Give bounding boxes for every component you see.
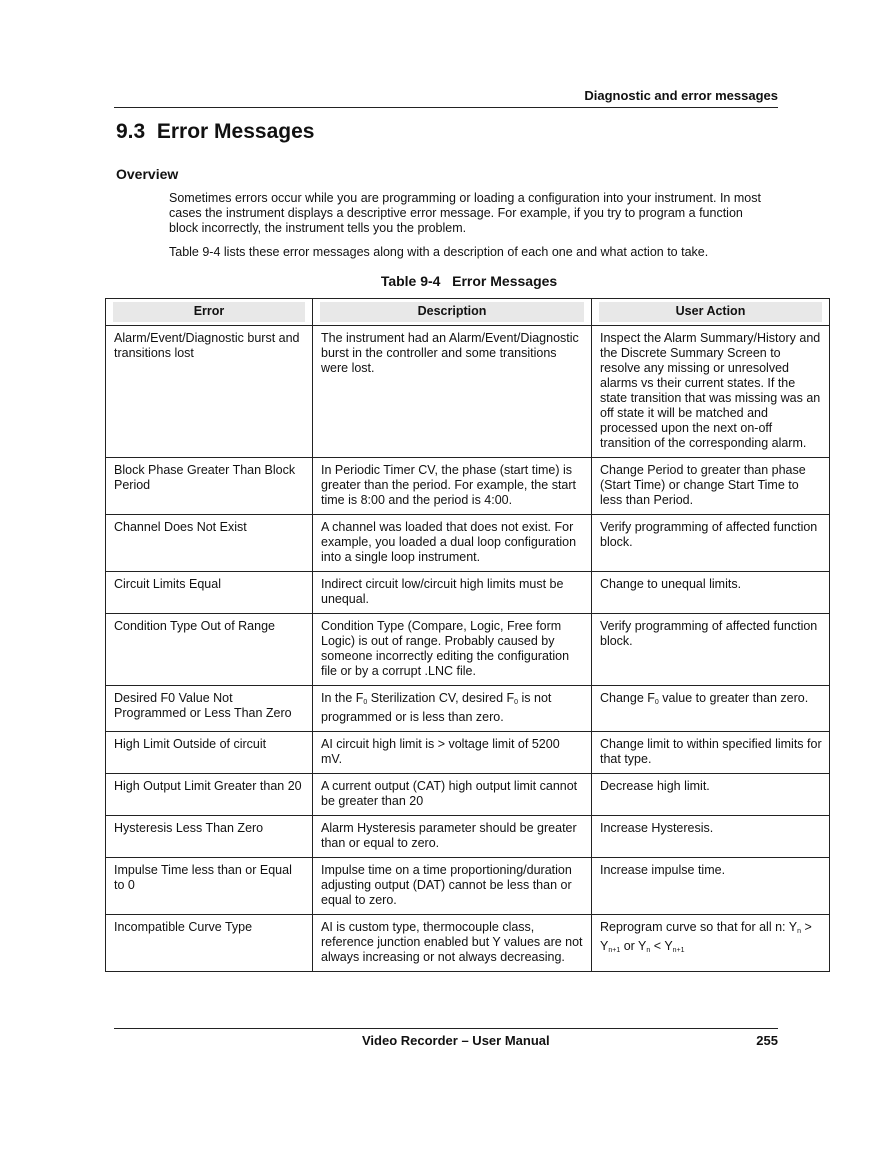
description-cell: AI is custom type, thermocouple class, reference junction enabled but Y values are not always increasing or not always decreasing. — [313, 915, 592, 972]
table-row — [106, 572, 830, 614]
intro-paragraph: Sometimes errors occur while you are programming or loading a configuration into your instrument. In most cases the instrument displays a descriptive error message. For example, if you try to program a function block incorrectly, the instrument tells you the problem. — [169, 191, 761, 235]
error-cell: Circuit Limits Equal — [106, 572, 313, 614]
header-rule — [114, 107, 778, 108]
error-cell: High Limit Outside of circuit — [106, 732, 313, 774]
table-row — [106, 915, 830, 972]
user-action-cell: Reprogram curve so that for all n: $Y_n > Y_{n+1}$ or $Y_n < Y_{n+1}$ — [592, 915, 830, 972]
description-cell: A channel was loaded that does not exist. For example, you loaded a dual loop configuration into a single loop instrument. — [313, 515, 592, 572]
section-title: 9.3 Error Messages — [116, 120, 315, 143]
description-cell: A current output (CAT) high output limit cannot be greater than 20 — [313, 774, 592, 816]
column-header-error: Error — [106, 299, 313, 326]
table-row — [106, 816, 830, 858]
column-header-description: Description — [313, 299, 592, 326]
description-cell: Condition Type (Compare, Logic, Free form Logic) is out of range. Probably caused by someone incorrectly editing the configuration file or by a corrupt .LNC file. — [313, 614, 592, 686]
description-cell: AI circuit high limit is > voltage limit of 5200 mV. — [313, 732, 592, 774]
table-header-row — [106, 299, 830, 326]
page-header-text: Diagnostic and error messages — [584, 88, 778, 103]
user-action-cell: Verify programming of affected function block. — [592, 515, 830, 572]
table-row — [106, 732, 830, 774]
table-row — [106, 858, 830, 915]
user-action-cell: Increase impulse time. — [592, 858, 830, 915]
error-messages-table — [105, 298, 830, 972]
user-action-cell: Verify programming of affected function block. — [592, 614, 830, 686]
error-cell: Channel Does Not Exist — [106, 515, 313, 572]
description-cell: The instrument had an Alarm/Event/Diagnostic burst in the controller and some transitions were lost. — [313, 326, 592, 458]
user-action-cell: Change Period to greater than phase (Start Time) or change Start Time to less than Period. — [592, 458, 830, 515]
user-action-cell: Increase Hysteresis. — [592, 816, 830, 858]
page-number: 255 — [756, 1033, 778, 1048]
user-action-cell: Inspect the Alarm Summary/History and the Discrete Summary Screen to resolve any missing or unresolved alarms vs their current states. If the state transition that was missing was an off state it will be matched and processed upon the next on-off transition of the corresponding alarm. — [592, 326, 830, 458]
description-cell: Alarm Hysteresis parameter should be greater than or equal to zero. — [313, 816, 592, 858]
error-cell: Condition Type Out of Range — [106, 614, 313, 686]
overview-subheading: Overview — [116, 166, 179, 182]
user-action-cell: Change $F_0$ value to greater than zero. — [592, 686, 830, 732]
description-cell: Impulse time on a time proportioning/duration adjusting output (DAT) cannot be less than or equal to zero. — [313, 858, 592, 915]
error-cell: Incompatible Curve Type — [106, 915, 313, 972]
description-cell: In the $F_0$ Sterilization CV, desired $F_0$ is not programmed or is less than zero. — [313, 686, 592, 732]
error-cell: Impulse Time less than or Equal to 0 — [106, 858, 313, 915]
error-cell: Block Phase Greater Than Block Period — [106, 458, 313, 515]
table-row — [106, 515, 830, 572]
description-cell: Indirect circuit low/circuit high limits must be unequal. — [313, 572, 592, 614]
error-cell: Hysteresis Less Than Zero — [106, 816, 313, 858]
table-row — [106, 686, 830, 732]
user-action-cell: Decrease high limit. — [592, 774, 830, 816]
user-action-cell: Change to unequal limits. — [592, 572, 830, 614]
user-action-cell: Change limit to within specified limits for that type. — [592, 732, 830, 774]
error-cell: High Output Limit Greater than 20 — [106, 774, 313, 816]
table-row — [106, 458, 830, 515]
table-caption: Table 9-4 Error Messages — [380, 273, 558, 289]
table-row — [106, 614, 830, 686]
table-reference-paragraph: Table 9-4 lists these error messages along with a description of each one and what action to take. — [169, 245, 709, 259]
footer-manual-title: Video Recorder – User Manual — [362, 1033, 550, 1048]
error-cell: Desired F0 Value Not Programmed or Less Than Zero — [106, 686, 313, 732]
error-cell: Alarm/Event/Diagnostic burst and transitions lost — [106, 326, 313, 458]
column-header-user-action: User Action — [592, 299, 830, 326]
table-row — [106, 326, 830, 458]
description-cell: In Periodic Timer CV, the phase (start time) is greater than the period. For example, the start time is 8:00 and the period is 4:00. — [313, 458, 592, 515]
table-row — [106, 774, 830, 816]
footer-rule — [114, 1028, 778, 1029]
